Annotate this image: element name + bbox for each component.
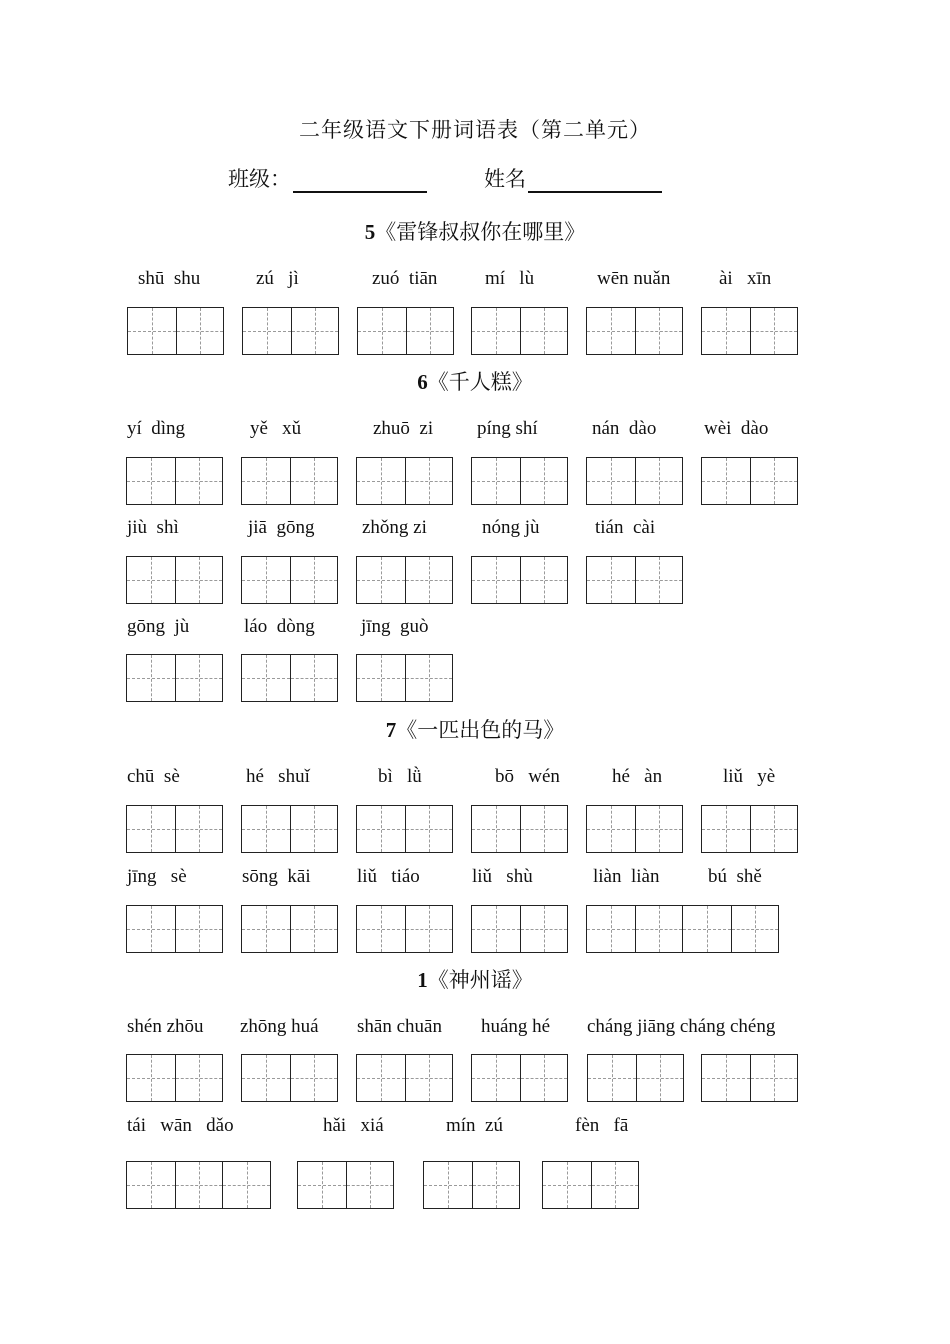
writing-cell[interactable] — [750, 1055, 798, 1101]
writing-cell[interactable] — [750, 308, 798, 354]
pinyin-label: liǔ shù — [472, 866, 533, 887]
pinyin-label: liàn liàn — [593, 866, 660, 887]
writing-cell[interactable] — [405, 906, 453, 952]
writing-cell[interactable] — [127, 906, 175, 952]
writing-box[interactable] — [241, 1054, 338, 1102]
lesson-heading — [0, 216, 950, 246]
pinyin-label: yí dìng — [127, 418, 186, 439]
writing-box[interactable] — [586, 805, 683, 853]
lesson-number: 1 — [417, 968, 428, 992]
pinyin-label: jiā gōng — [248, 517, 315, 538]
pinyin-label: liǔ tiáo — [357, 866, 420, 887]
lesson-number: 7 — [385, 718, 397, 742]
writing-cell[interactable] — [290, 1055, 338, 1101]
writing-cell[interactable] — [587, 906, 635, 952]
writing-cell[interactable] — [128, 308, 176, 354]
writing-cell[interactable] — [635, 557, 683, 603]
lesson-heading — [0, 366, 950, 396]
writing-cell[interactable] — [357, 906, 405, 952]
writing-cell[interactable] — [290, 557, 338, 603]
writing-box[interactable] — [471, 307, 568, 355]
lesson-name: 《雷锋叔叔你在哪里》 — [375, 220, 586, 244]
writing-cell[interactable] — [127, 458, 175, 504]
writing-cell[interactable] — [472, 906, 520, 952]
writing-box[interactable] — [126, 654, 223, 702]
pinyin-label: zhǒng zi — [362, 517, 427, 538]
lesson-heading — [0, 964, 950, 994]
writing-box[interactable] — [701, 805, 798, 853]
writing-cell[interactable] — [683, 906, 731, 952]
writing-box[interactable] — [586, 457, 683, 505]
writing-cell[interactable] — [175, 1162, 223, 1208]
page-title: 二年级语文下册词语表（第二单元） — [299, 118, 651, 142]
class-field[interactable] — [228, 163, 427, 193]
writing-cell[interactable] — [358, 308, 406, 354]
pinyin-label: wèi dào — [704, 418, 769, 439]
writing-cell[interactable] — [127, 557, 175, 603]
writing-cell[interactable] — [472, 557, 520, 603]
writing-box[interactable] — [241, 905, 338, 953]
pinyin-label: liǔ yè — [723, 766, 776, 787]
pinyin-label: jiù shì — [127, 517, 179, 538]
writing-box[interactable] — [126, 1161, 271, 1209]
writing-box[interactable] — [587, 1054, 684, 1102]
writing-box[interactable] — [356, 805, 453, 853]
writing-box[interactable] — [471, 457, 568, 505]
writing-cell[interactable] — [520, 806, 568, 852]
pinyin-label: gōng jù — [127, 616, 190, 637]
writing-box[interactable] — [242, 307, 339, 355]
pinyin-label: yě xǔ — [250, 418, 302, 439]
writing-box[interactable] — [586, 905, 683, 953]
writing-cell[interactable] — [242, 806, 290, 852]
name-label: 姓名 — [484, 167, 526, 191]
writing-box[interactable] — [126, 457, 223, 505]
writing-cell[interactable] — [175, 655, 223, 701]
name-field[interactable] — [484, 163, 662, 193]
writing-cell[interactable] — [520, 1055, 568, 1101]
writing-box[interactable] — [471, 556, 568, 604]
writing-cell[interactable] — [405, 806, 453, 852]
writing-box[interactable] — [471, 905, 568, 953]
writing-cell[interactable] — [635, 458, 683, 504]
writing-box[interactable] — [423, 1161, 520, 1209]
writing-box[interactable] — [241, 805, 338, 853]
writing-cell[interactable] — [290, 906, 338, 952]
pinyin-label: bì lǜ — [378, 766, 422, 787]
writing-cell[interactable] — [472, 1162, 520, 1208]
writing-cell[interactable] — [357, 655, 405, 701]
writing-cell[interactable] — [357, 458, 405, 504]
writing-box[interactable] — [126, 1054, 223, 1102]
writing-cell[interactable] — [243, 308, 291, 354]
writing-cell[interactable] — [591, 1162, 639, 1208]
writing-cell[interactable] — [242, 458, 290, 504]
writing-cell[interactable] — [242, 1055, 290, 1101]
lesson-name: 《千人糕》 — [427, 370, 533, 394]
pinyin-label: mí lù — [485, 268, 535, 289]
writing-cell[interactable] — [750, 806, 798, 852]
pinyin-label: shén zhōu — [127, 1016, 204, 1037]
name-blank-line[interactable] — [528, 167, 662, 193]
writing-cell[interactable] — [635, 806, 683, 852]
writing-box[interactable] — [126, 556, 223, 604]
pinyin-label: jīng guò — [361, 616, 429, 637]
writing-cell[interactable] — [405, 655, 453, 701]
lesson-name: 《一匹出色的马》 — [396, 718, 565, 742]
writing-box[interactable] — [356, 654, 453, 702]
writing-cell[interactable] — [587, 308, 635, 354]
pinyin-label: tián cài — [595, 517, 656, 538]
class-label: 班级： — [228, 167, 291, 191]
writing-box[interactable] — [241, 654, 338, 702]
writing-cell[interactable] — [175, 1055, 223, 1101]
writing-cell[interactable] — [424, 1162, 472, 1208]
pinyin-label: fèn fā — [575, 1115, 629, 1136]
pinyin-label: cháng jiāng cháng chéng — [587, 1016, 776, 1037]
lesson-number: 6 — [417, 370, 428, 394]
writing-cell[interactable] — [242, 557, 290, 603]
writing-box[interactable] — [126, 805, 223, 853]
writing-box[interactable] — [127, 307, 224, 355]
writing-cell[interactable] — [405, 1055, 453, 1101]
writing-cell[interactable] — [222, 1162, 270, 1208]
writing-cell[interactable] — [636, 1055, 684, 1101]
writing-cell[interactable] — [587, 557, 635, 603]
writing-cell[interactable] — [127, 806, 175, 852]
writing-cell[interactable] — [290, 655, 338, 701]
writing-box[interactable] — [542, 1161, 639, 1209]
pinyin-label: tái wān dǎo — [127, 1115, 234, 1136]
writing-cell[interactable] — [702, 806, 750, 852]
pinyin-label: huáng hé — [481, 1016, 551, 1037]
writing-cell[interactable] — [346, 1162, 394, 1208]
lesson-name: 《神州谣》 — [427, 968, 533, 992]
writing-box[interactable] — [471, 1054, 568, 1102]
writing-cell[interactable] — [472, 806, 520, 852]
writing-cell[interactable] — [290, 458, 338, 504]
writing-cell[interactable] — [175, 806, 223, 852]
writing-cell[interactable] — [702, 458, 750, 504]
writing-cell[interactable] — [405, 458, 453, 504]
writing-cell[interactable] — [472, 1055, 520, 1101]
writing-cell[interactable] — [176, 308, 224, 354]
pinyin-label: chū sè — [127, 766, 180, 787]
writing-cell[interactable] — [357, 557, 405, 603]
writing-cell[interactable] — [127, 1055, 175, 1101]
writing-cell[interactable] — [750, 458, 798, 504]
writing-box[interactable] — [126, 905, 223, 953]
pinyin-label: bú shě — [708, 866, 762, 887]
writing-cell[interactable] — [520, 308, 568, 354]
pinyin-label: zhuō zi — [373, 418, 434, 439]
writing-box[interactable] — [471, 805, 568, 853]
pinyin-label: hé àn — [612, 766, 663, 787]
writing-cell[interactable] — [298, 1162, 346, 1208]
class-blank-line[interactable] — [293, 167, 427, 193]
writing-cell[interactable] — [175, 458, 223, 504]
pinyin-label: bō wén — [495, 766, 560, 787]
pinyin-label: jīng sè — [127, 866, 187, 887]
writing-box[interactable] — [701, 307, 798, 355]
pinyin-label: nán dào — [592, 418, 657, 439]
writing-cell[interactable] — [175, 557, 223, 603]
writing-cell[interactable] — [175, 906, 223, 952]
writing-cell[interactable] — [291, 308, 339, 354]
writing-cell[interactable] — [731, 906, 779, 952]
writing-cell[interactable] — [588, 1055, 636, 1101]
pinyin-label: mín zú — [446, 1115, 503, 1136]
writing-cell[interactable] — [472, 458, 520, 504]
pinyin-label: láo dòng — [244, 616, 315, 637]
writing-cell[interactable] — [543, 1162, 591, 1208]
writing-box[interactable] — [356, 457, 453, 505]
writing-box[interactable] — [356, 1054, 453, 1102]
writing-cell[interactable] — [127, 655, 175, 701]
pinyin-label: zú jì — [256, 268, 299, 289]
writing-cell[interactable] — [406, 308, 454, 354]
pinyin-label: nóng jù — [482, 517, 540, 538]
writing-cell[interactable] — [127, 1162, 175, 1208]
pinyin-label: ài xīn — [719, 268, 772, 289]
pinyin-label: zuó tiān — [372, 268, 438, 289]
writing-cell[interactable] — [405, 557, 453, 603]
writing-box[interactable] — [356, 905, 453, 953]
writing-box[interactable] — [701, 457, 798, 505]
writing-box[interactable] — [241, 556, 338, 604]
writing-box[interactable] — [241, 457, 338, 505]
writing-cell[interactable] — [520, 458, 568, 504]
writing-box[interactable] — [357, 307, 454, 355]
writing-cell[interactable] — [242, 906, 290, 952]
writing-box[interactable] — [682, 905, 779, 953]
writing-box[interactable] — [586, 307, 683, 355]
writing-box[interactable] — [586, 556, 683, 604]
pinyin-label: píng shí — [477, 418, 538, 439]
writing-cell[interactable] — [242, 655, 290, 701]
writing-box[interactable] — [356, 556, 453, 604]
writing-cell[interactable] — [472, 308, 520, 354]
pinyin-label: hǎi xiá — [323, 1115, 384, 1136]
writing-cell[interactable] — [702, 308, 750, 354]
pinyin-label: shū shu — [138, 268, 201, 289]
writing-cell[interactable] — [587, 458, 635, 504]
writing-box[interactable] — [701, 1054, 798, 1102]
writing-cell[interactable] — [290, 806, 338, 852]
writing-cell[interactable] — [520, 906, 568, 952]
writing-box[interactable] — [297, 1161, 394, 1209]
lesson-number: 5 — [364, 220, 376, 244]
pinyin-label: hé shuǐ — [246, 766, 310, 787]
writing-cell[interactable] — [357, 806, 405, 852]
writing-cell[interactable] — [587, 806, 635, 852]
writing-cell[interactable] — [635, 308, 683, 354]
writing-cell[interactable] — [357, 1055, 405, 1101]
pinyin-label: shān chuān — [357, 1016, 442, 1037]
writing-cell[interactable] — [702, 1055, 750, 1101]
writing-cell[interactable] — [635, 906, 683, 952]
pinyin-label: sōng kāi — [242, 866, 311, 887]
writing-cell[interactable] — [520, 557, 568, 603]
pinyin-label: wēn nuǎn — [597, 268, 671, 289]
lesson-heading — [0, 714, 950, 744]
pinyin-label: zhōng huá — [240, 1016, 319, 1037]
